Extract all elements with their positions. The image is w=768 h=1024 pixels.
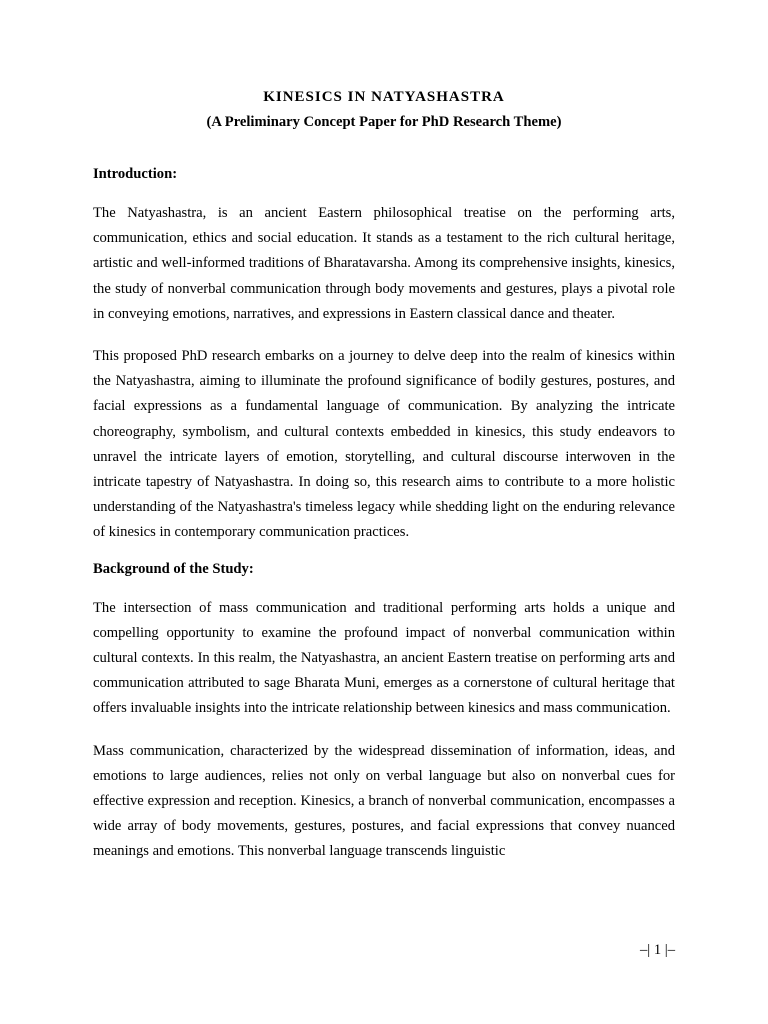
paragraph: The intersection of mass communication and traditional performing arts holds a unique and compelling opportunity to examine the profound impact of nonverbal communication within cultural contexts. In this realm, the Natyashastra, an ancient Eastern treatise on performing arts and communication attributed to sage Bharata Muni, emerges as a cornerstone of cultural heritage that offers invaluable insights into the intricate relationship between kinesics and mass communication. [93,599,675,717]
document-body [93,87,675,865]
document-title: KINESICS IN NATYASHASTRA [263,89,505,105]
section-heading-background: Background of the Study: [93,560,254,577]
page-number: –| 1 |– [639,942,675,958]
paragraph: This proposed PhD research embarks on a journey to delve deep into the realm of kinesics within the Natyashastra, aiming to illuminate the profound significance of bodily gestures, postures, and facial expressions as a fundamental language of communication. By analyzing the intricate choreography, symbolism, and cultural contexts embedded in kinesics, this study endeavors to unravel the intricate layers of emotion, storytelling, and cultural discourse interwoven in the intricate tapestry of Natyashastra. In doing so, this research aims to contribute to a more holistic understanding of the Natyashastra's timeless legacy while shedding light on the enduring relevance of kinesics in contemporary communication practices. [93,348,675,541]
section-heading-introduction: Introduction: [93,166,178,182]
paragraph: The Natyashastra, is an ancient Eastern philosophical treatise on the performing arts, communication, ethics and social education. It stands as a testament to the rich cultural heritage, artistic and well-informed traditions of Bharatavarsha. Among its comprehensive insights, kinesics, the study of nonverbal communication through body movements and gestures, plays a pivotal role in conveying emotions, narratives, and expressions in Eastern classical dance and theater. [93,205,675,322]
paragraph: Mass communication, characterized by the widespread dissemination of information, ideas, and emotions to large audiences, relies not only on verbal language but also on nonverbal cues for effective expression and reception. Kinesics, a branch of nonverbal communication, encompasses a wide array of body movements, gestures, postures, and facial expressions that convey nuanced meanings and emotions. This nonverbal language transcends linguistic [93,742,675,860]
document-subtitle: (A Preliminary Concept Paper for PhD Research Theme) [206,114,562,130]
